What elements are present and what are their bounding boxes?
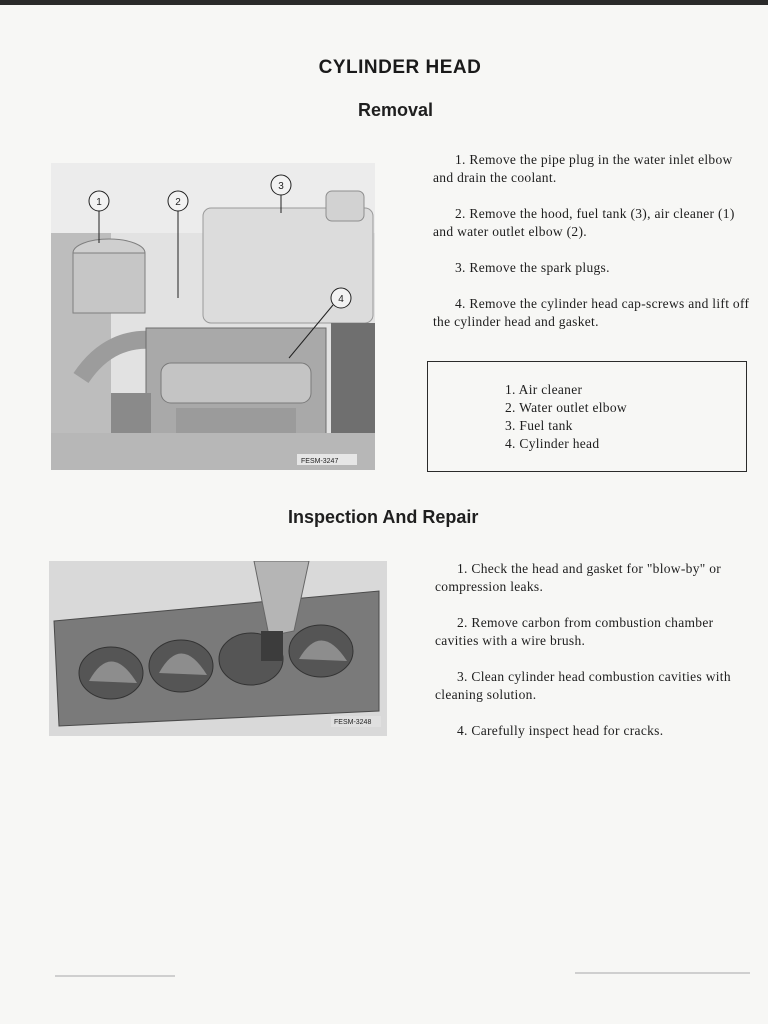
- scan-artifact: [575, 972, 750, 974]
- page-title: CYLINDER HEAD: [318, 57, 482, 78]
- inspection-step-3: 3. Clean cylinder head combustion cavities with cleaning solution.: [435, 669, 731, 702]
- legend-item-air-cleaner: 1. Air cleaner: [505, 382, 583, 397]
- engine-illustration: [51, 163, 375, 470]
- scan-artifact: [55, 975, 175, 977]
- removal-heading: Removal: [358, 100, 434, 120]
- legend-item-water-outlet-elbow: 2. Water outlet elbow: [505, 400, 627, 415]
- figure-label-3247: FESM-3247: [301, 458, 339, 465]
- figure-label-3248: FESM-3248: [334, 719, 372, 726]
- scan-top-edge: [0, 0, 768, 5]
- callout-1: 1: [96, 197, 102, 208]
- figure-legend-box: [427, 361, 747, 472]
- legend-item-cylinder-head: 4. Cylinder head: [505, 436, 600, 451]
- removal-step-3: 3. Remove the spark plugs.: [455, 260, 610, 275]
- callout-4: 4: [338, 294, 344, 305]
- inspection-step-4: 4. Carefully inspect head for cracks.: [457, 723, 664, 738]
- inspection-step-1: 1. Check the head and gasket for "blow-by" or compression leaks.: [435, 561, 722, 594]
- legend-item-fuel-tank: 3. Fuel tank: [505, 418, 573, 433]
- cylinder-head-illustration: [49, 561, 387, 736]
- cylinder-head-photo: [49, 561, 387, 736]
- removal-steps: [433, 151, 751, 349]
- inspection-step-2: 2. Remove carbon from combustion chamber cavities with a wire brush.: [435, 615, 714, 648]
- inspection-steps: [435, 560, 755, 758]
- inspection-heading: Inspection And Repair: [288, 507, 479, 527]
- engine-photo: [51, 163, 375, 470]
- callout-3: 3: [278, 181, 284, 192]
- callout-2: 2: [175, 197, 181, 208]
- removal-step-4: 4. Remove the cylinder head cap-screws and lift off the cylinder head and gasket.: [433, 296, 750, 329]
- removal-step-1: 1. Remove the pipe plug in the water inlet elbow and drain the coolant.: [433, 152, 733, 185]
- removal-step-2: 2. Remove the hood, fuel tank (3), air cleaner (1) and water outlet elbow (2).: [433, 206, 735, 239]
